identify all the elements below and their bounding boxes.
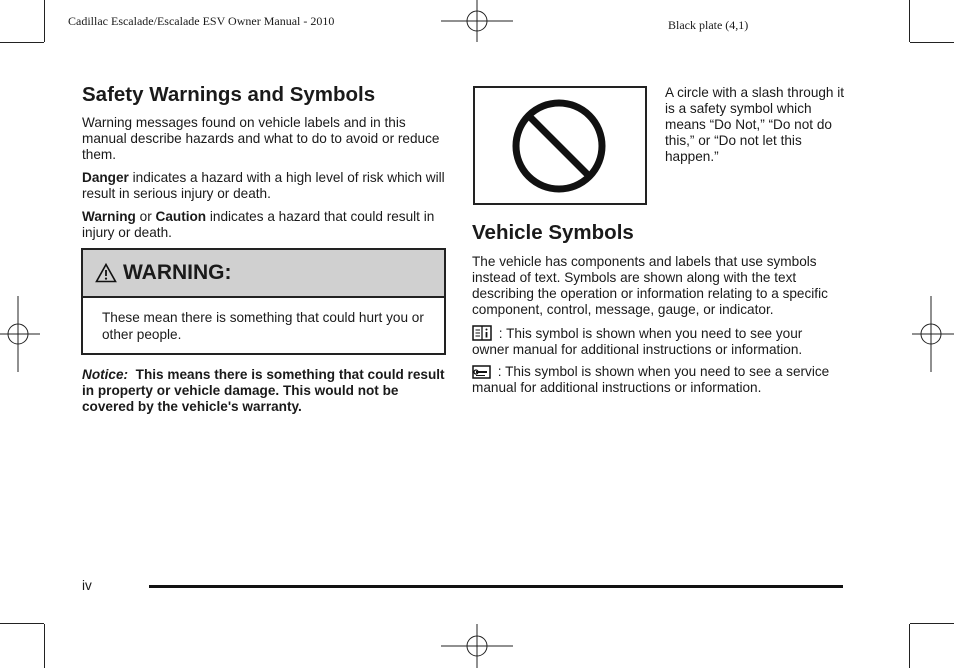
warning-text: indicates a hazard that could result in injury or death. [82, 209, 435, 240]
section-title-safety: Safety Warnings and Symbols [82, 83, 376, 106]
vehicle-symbols-intro: The vehicle has components and labels that use symbols instead of text. Symbols are shown along with the text describing the operation or information relating to a specific component, control, message, gauge, or indicator. [472, 254, 828, 317]
warning-body: These mean there is something that could hurt you or other people. [102, 310, 424, 342]
owner-manual-book-icon [472, 325, 492, 341]
service-manual-icon [472, 365, 491, 379]
or-word: or [135, 209, 156, 224]
caution-term: Caution [155, 209, 207, 224]
intro-paragraph: Warning messages found on vehicle labels and in this manual describe hazards and what to do to avoid or reduce them. [82, 115, 440, 162]
warning-title: WARNING: [123, 261, 232, 284]
owner-manual-paragraph [472, 325, 842, 358]
warning-term: Warning [82, 209, 136, 224]
warning-box [81, 248, 446, 355]
danger-text: indicates a hazard with a high level of risk which will result in serious injury or death. [82, 170, 445, 201]
footer-rule [149, 585, 843, 588]
danger-paragraph [82, 170, 446, 202]
warning-triangle-icon [95, 263, 117, 283]
notice-paragraph [82, 367, 446, 415]
prohibition-circle-icon [475, 88, 645, 203]
safety-symbol-frame [473, 86, 647, 205]
warning-paragraph [82, 209, 446, 241]
left-column [82, 83, 446, 241]
section-title-vehicle-symbols: Vehicle Symbols [472, 221, 634, 244]
danger-term: Danger [82, 170, 129, 185]
warning-box-header [83, 250, 444, 298]
right-column [472, 221, 842, 396]
service-manual-text: : This symbol is shown when you need to see a service manual for additional instructions or information. [472, 364, 830, 395]
header-manual-title: Cadillac Escalade/Escalade ESV Owner Manual - 2010 [68, 14, 335, 28]
safety-symbol-caption: A circle with a slash through it is a safety symbol which means “Do Not,” “Do not do this,” or “Do not let this happen.” [665, 85, 845, 164]
owner-manual-text: : This symbol is shown when you need to see your owner manual for additional instructions or information. [472, 326, 803, 357]
page-number: iv [82, 578, 92, 593]
service-manual-paragraph [472, 364, 842, 396]
header-plate-info: Black plate (4,1) [668, 18, 749, 32]
notice-label: Notice: [82, 367, 129, 382]
notice-text: This means there is something that could result in property or vehicle damage. This would not be covered by the vehicle's warranty. [82, 367, 445, 414]
